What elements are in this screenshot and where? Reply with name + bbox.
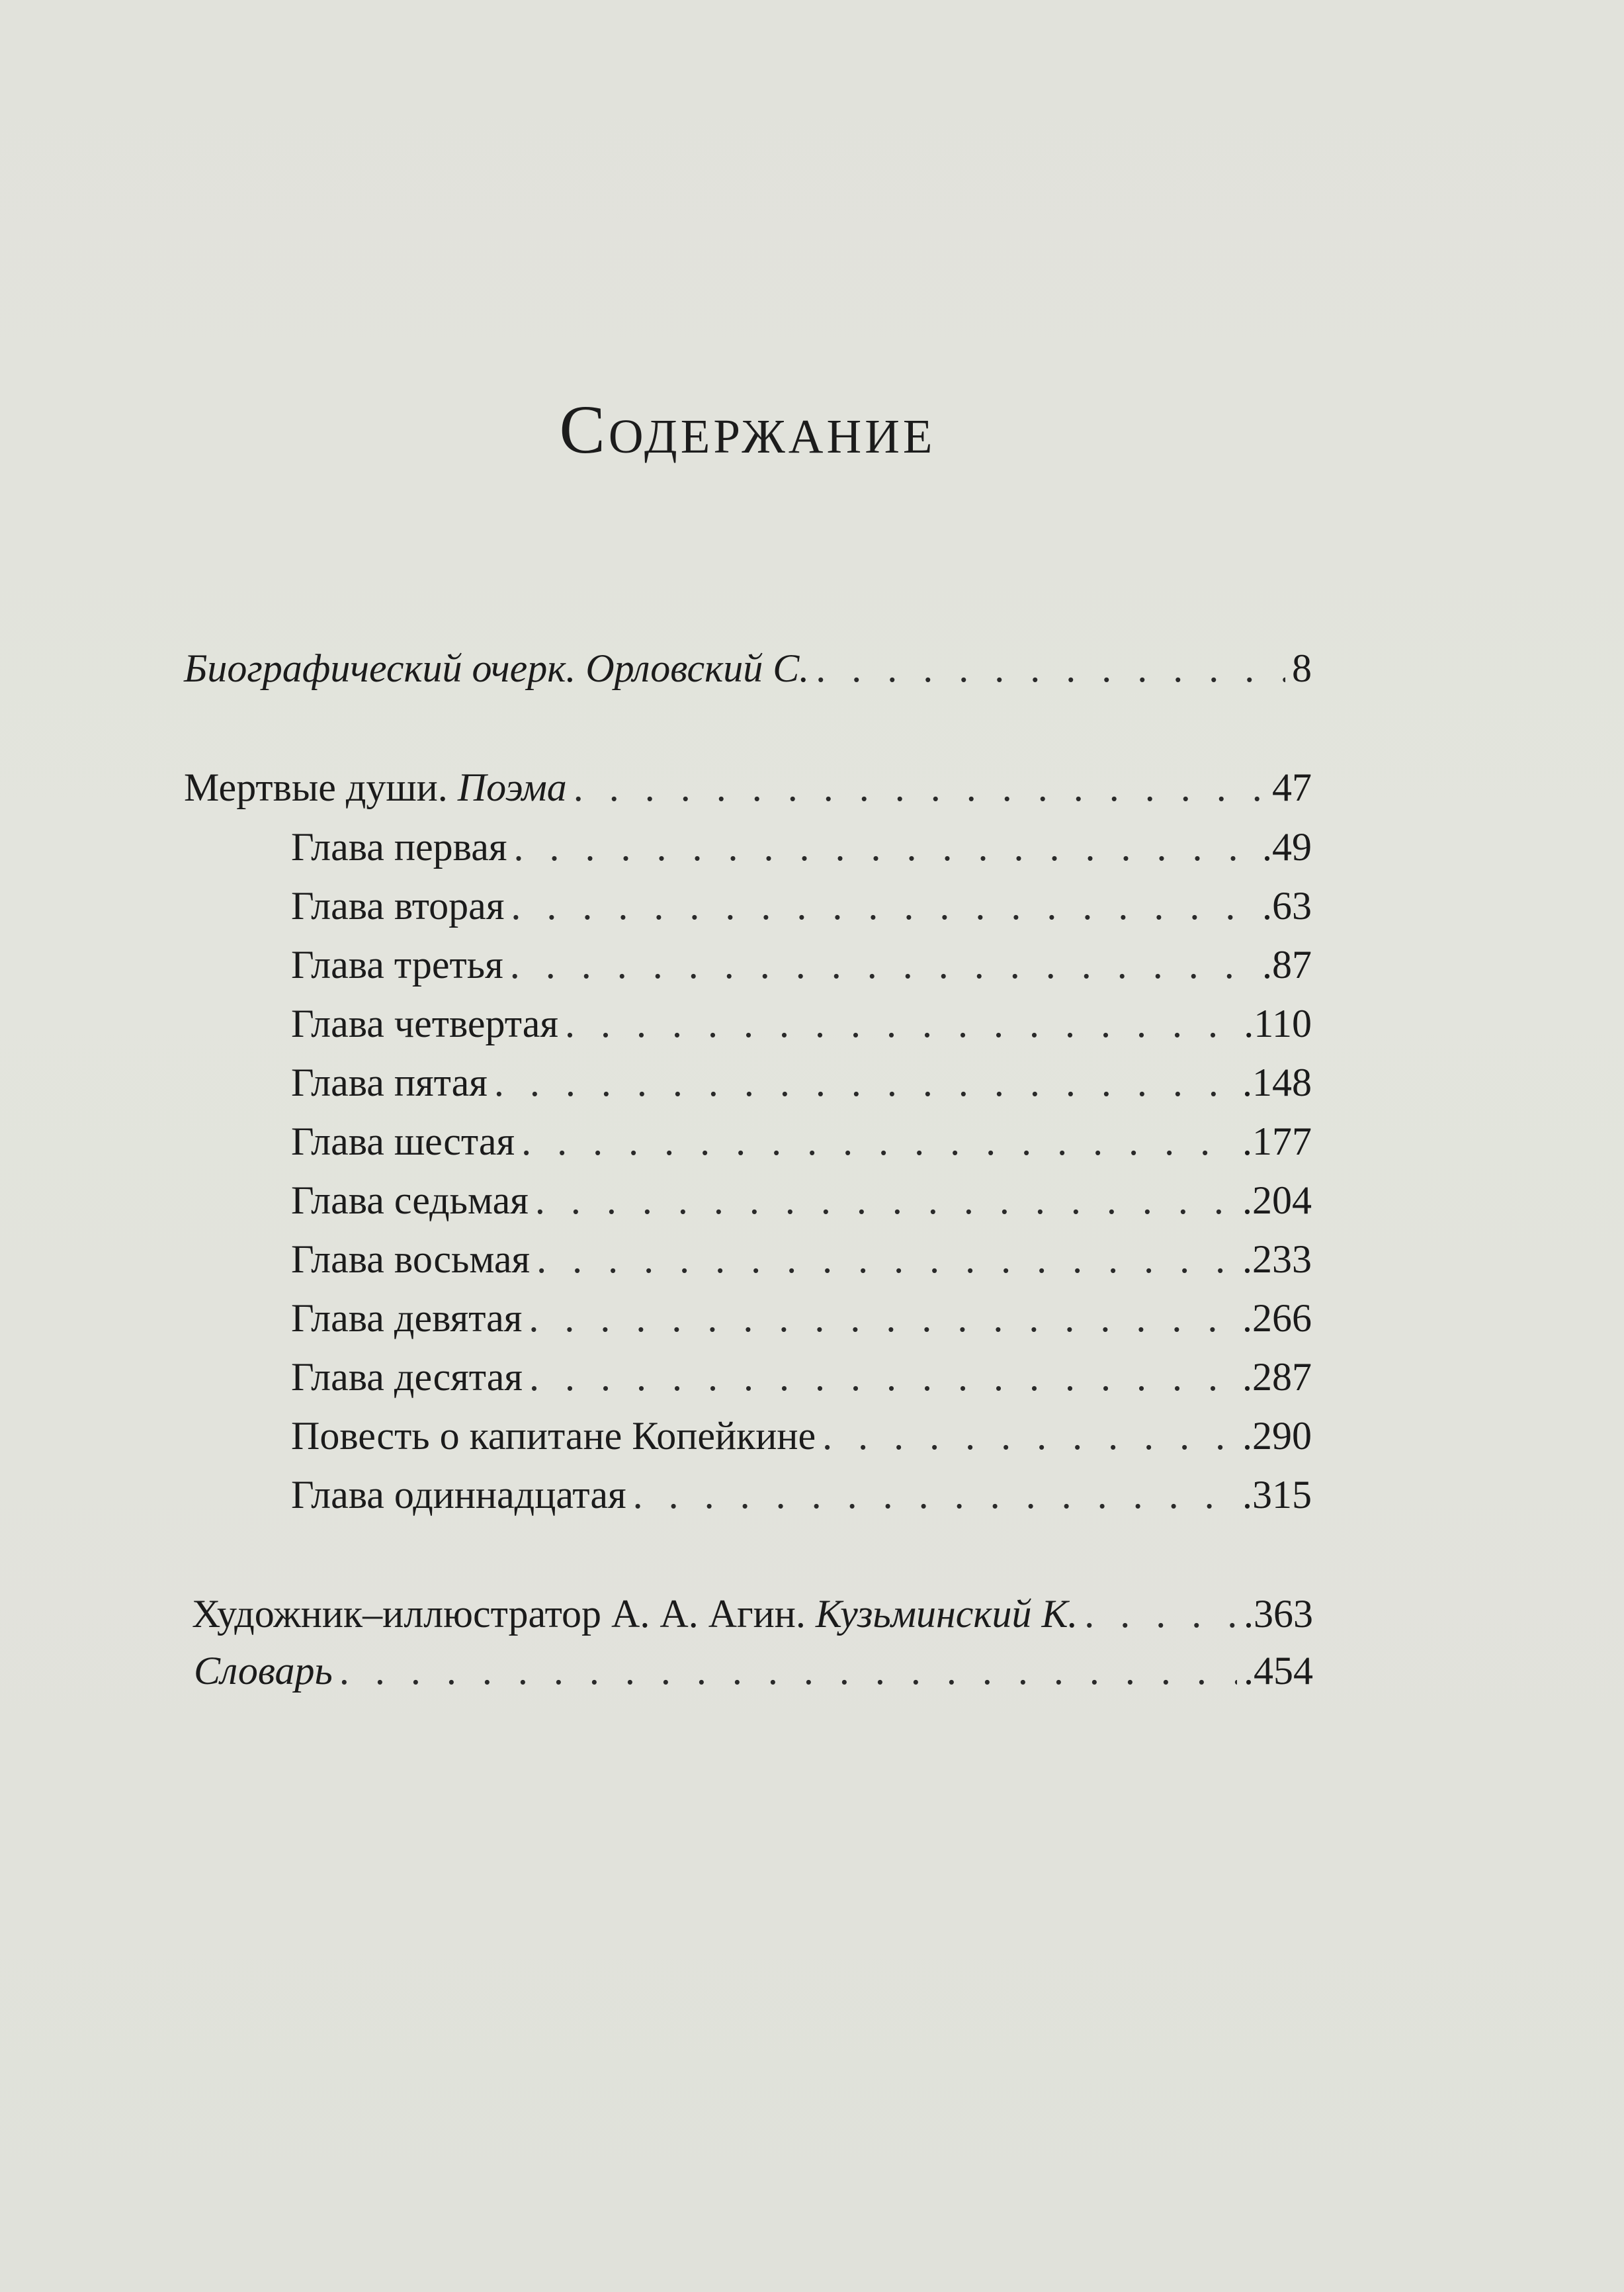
dot-leader (494, 1056, 1236, 1109)
toc-entry-label: Глава шестая (291, 1120, 515, 1163)
toc-entry-chapter-2 (291, 879, 1312, 932)
toc-entry-kopeikin (291, 1409, 1312, 1462)
dot-leader (633, 1468, 1236, 1521)
dot-leader (535, 1174, 1236, 1227)
toc-entry-page: 8 (1292, 646, 1312, 690)
toc-entry-chapter-3 (291, 938, 1312, 991)
toc-entry-page: .287 (1242, 1355, 1312, 1399)
dot-leader (536, 1233, 1236, 1286)
dot-leader (529, 1292, 1236, 1344)
dot-leader (339, 1644, 1237, 1697)
toc-entry-page: .49 (1262, 825, 1312, 869)
toc-entry-page: .315 (1242, 1473, 1312, 1517)
toc-entry-chapter-7 (291, 1174, 1312, 1227)
toc-entry-label: Глава третья (291, 943, 503, 987)
toc-entry-label: Глава седьмая (291, 1178, 529, 1222)
toc-entry-page: .290 (1242, 1414, 1312, 1458)
dot-leader (574, 761, 1265, 814)
toc-entry-page: .363 (1244, 1592, 1313, 1636)
dot-leader (822, 1409, 1236, 1462)
toc-entry-chapter-1 (291, 820, 1312, 873)
dot-leader (816, 642, 1285, 695)
toc-entry-dead-souls (184, 761, 1312, 814)
toc-entry-label: Словарь (194, 1649, 333, 1693)
toc-entry-chapter-9 (291, 1292, 1312, 1344)
toc-entry-page: .204 (1242, 1178, 1312, 1222)
toc-entry-label: Глава восьмая (291, 1237, 531, 1281)
dot-leader (565, 997, 1237, 1050)
toc-entry-page: .233 (1242, 1237, 1312, 1281)
toc-entry-label: Повесть о капитане Копейкине (291, 1414, 816, 1458)
dot-leader (1084, 1587, 1237, 1640)
toc-entry-page: .454 (1244, 1649, 1313, 1693)
toc-entry-page: .148 (1242, 1061, 1312, 1104)
dot-leader (521, 1115, 1236, 1168)
toc-entry-label: Глава пятая (291, 1061, 488, 1104)
toc-entry-page: .63 (1262, 884, 1312, 928)
toc-entry-page: .177 (1242, 1120, 1312, 1163)
toc-entry-label: Биографический очерк. Орловский С. (184, 646, 810, 690)
toc-entry-page: .266 (1242, 1296, 1312, 1340)
toc-entry-page: .87 (1262, 943, 1312, 987)
toc-entry-page: 47 (1272, 766, 1312, 809)
toc-entry-label: Глава девятая (291, 1296, 523, 1340)
page-title: Содержание (559, 392, 936, 468)
toc-entry-chapter-11 (291, 1468, 1312, 1521)
toc-entry-biography (184, 642, 1312, 695)
toc-entry-illustrator (192, 1587, 1313, 1640)
toc-entry-chapter-5 (291, 1056, 1312, 1109)
dot-leader (529, 1350, 1236, 1403)
toc-entry-label: Художник–иллюстратор А. А. Агин. Кузьминский К. (192, 1592, 1078, 1636)
dot-leader (513, 820, 1256, 873)
toc-entry-label: Мертвые души. Поэма (184, 766, 567, 809)
toc-entry-dictionary (194, 1644, 1313, 1697)
toc-entry-chapter-8 (291, 1233, 1312, 1286)
dot-leader (510, 938, 1256, 991)
toc-entry-label: Глава вторая (291, 884, 505, 928)
toc-entry-chapter-6 (291, 1115, 1312, 1168)
toc-entry-label: Глава одиннадцатая (291, 1473, 626, 1517)
toc-entry-chapter-4 (291, 997, 1312, 1050)
toc-entry-label: Глава четвертая (291, 1002, 558, 1045)
dot-leader (511, 879, 1256, 932)
toc-entry-chapter-10 (291, 1350, 1312, 1403)
toc-entry-label: Глава десятая (291, 1355, 523, 1399)
toc-entry-label: Глава первая (291, 825, 507, 869)
toc-entry-page: .110 (1244, 1002, 1312, 1045)
